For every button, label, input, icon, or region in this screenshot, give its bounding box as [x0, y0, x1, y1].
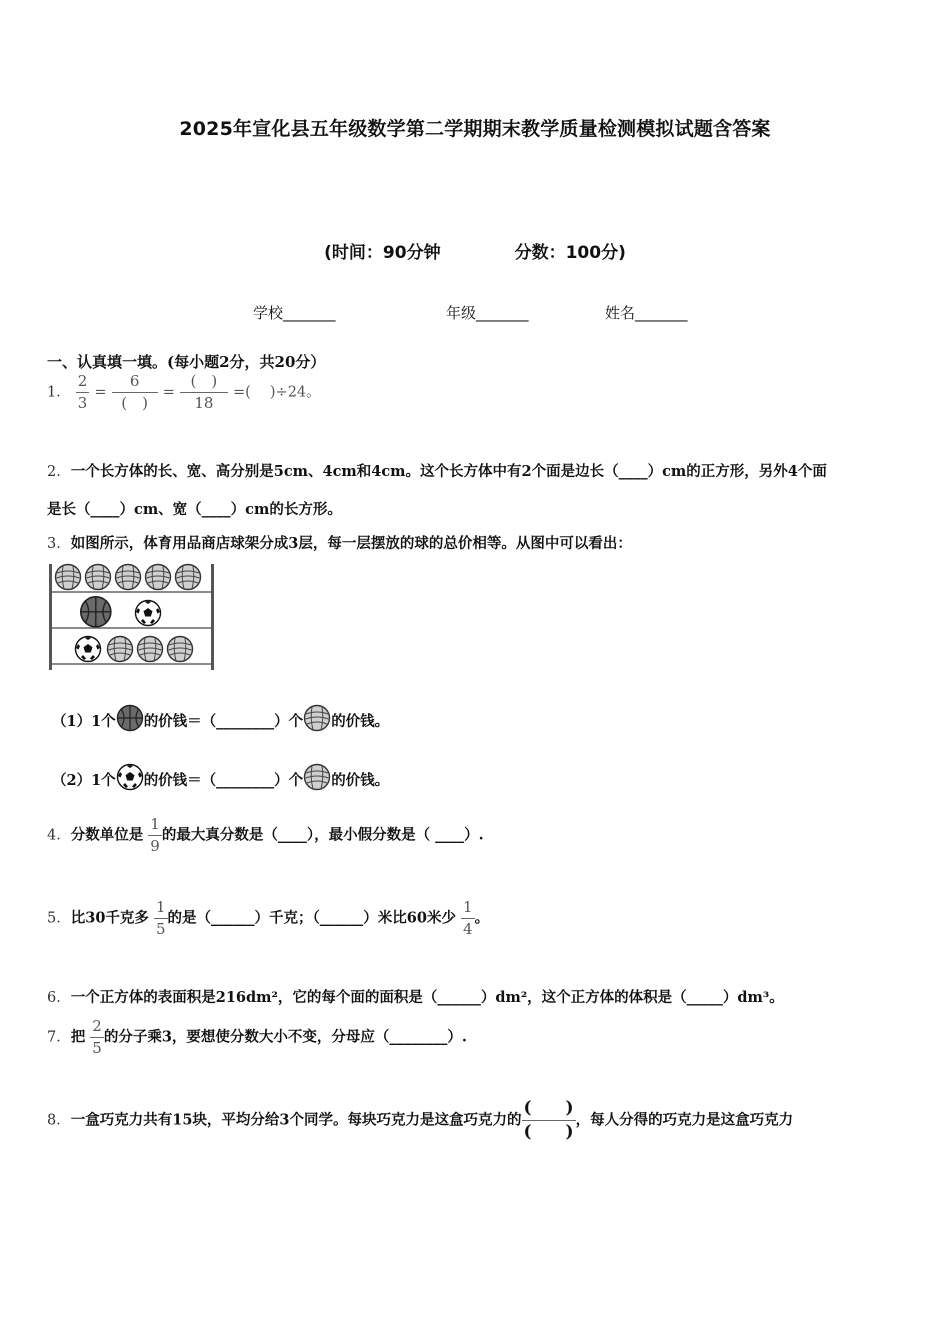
fraction-1-4: [461, 900, 475, 937]
question-8: [47, 1100, 793, 1141]
question-6: [47, 986, 784, 1007]
equals-sign: =: [162, 384, 175, 401]
school-field[interactable]: 学校_______: [253, 304, 336, 322]
fraction-1-9: [148, 817, 162, 854]
volleyball-icon: [303, 704, 331, 732]
numerator: 1: [150, 815, 160, 833]
question-3-part-1: [52, 704, 389, 736]
equals-sign: =: [94, 384, 107, 401]
question-number: 2．: [47, 464, 71, 480]
answer-blank[interactable]: 的价钱＝（________）个: [143, 713, 304, 730]
volleyball-icon: [138, 637, 163, 662]
question-number: 1．: [47, 384, 71, 401]
question-text: 一盒巧克力共有15块，平均分给3个同学。每块巧克力是这盒巧克力的: [70, 1111, 522, 1129]
volleyball-icon: [168, 637, 193, 662]
volleyball-icon: [108, 637, 133, 662]
volleyball-icon: [146, 565, 171, 590]
denominator-blank[interactable]: ( ): [112, 392, 158, 411]
question-number: 4．: [47, 827, 71, 844]
fraction-6-blank: [112, 374, 158, 411]
question-2-line1: [47, 460, 827, 481]
question-1: [47, 374, 321, 411]
basketball-icon: [81, 597, 111, 627]
numerator: 2: [92, 1017, 102, 1035]
denominator-blank[interactable]: ( ): [523, 1122, 574, 1142]
denominator: 4: [463, 920, 473, 938]
part-label: （1）1个: [52, 713, 116, 730]
question-text[interactable]: 的最大真分数是（____），最小假分数是（ ____）.: [161, 826, 484, 844]
answer-blank[interactable]: 的价钱＝（________）个: [143, 772, 304, 789]
question-4: [47, 817, 484, 854]
volleyball-icon: [56, 565, 81, 590]
rack-left-post: [49, 564, 52, 670]
question-number: 3．: [47, 536, 71, 552]
volleyball-icon: [86, 565, 111, 590]
denominator: 5: [155, 920, 166, 938]
part-label: （2）1个: [52, 772, 116, 789]
question-number: 8．: [47, 1112, 71, 1129]
question-text: 比30千克多: [70, 909, 149, 927]
question-7: [47, 1019, 467, 1056]
denominator: 5: [92, 1039, 102, 1057]
fraction-blank-18: [180, 374, 228, 411]
question-text: 如图所示，体育用品商店球架分成3层，每一层摆放的球的总价相等。从图中可以看出：: [70, 535, 632, 552]
question-3: [47, 532, 632, 553]
soccer-ball-icon: [76, 637, 101, 662]
numerator: 1: [463, 898, 473, 916]
numerator: 6: [129, 372, 140, 390]
period: 。: [306, 384, 321, 401]
part-tail: 的价钱。: [331, 772, 390, 789]
question-number: 7．: [47, 1029, 71, 1046]
question-number: 6．: [47, 990, 71, 1006]
question-text: 一个长方体的长、宽、高分别是5cm、4cm和4cm。这个长方体中有2个面是边长（____）cm的正方形，另外4个面: [70, 463, 827, 480]
soccer-ball-icon: [116, 763, 144, 791]
rack-right-post: [211, 564, 214, 670]
question-text[interactable]: 一个正方体的表面积是216dm²，它的每个面的面积是（______）dm²，这个正方体的体积是（_____）dm³。: [70, 989, 784, 1006]
question-text[interactable]: 的是（______）千克；（______）米比60米少: [167, 909, 456, 927]
numerator-blank[interactable]: ( ): [523, 1098, 574, 1118]
question-text: 把: [70, 1028, 86, 1046]
volleyball-icon: [116, 565, 141, 590]
question-2-line2: 是长（____）cm、宽（____）cm的长方形。: [47, 501, 342, 518]
question-text[interactable]: 的分子乘3，要想使分数大小不变，分母应（________）.: [103, 1028, 467, 1046]
denominator: 18: [180, 392, 228, 411]
fraction-2-3: [76, 374, 90, 411]
question-text: 分数单位是: [70, 826, 144, 844]
exam-time: (时间：90分钟: [324, 243, 441, 263]
division-blank[interactable]: =( )÷24: [232, 384, 307, 401]
question-5: [47, 900, 489, 937]
question-number: 5．: [47, 910, 71, 927]
numerator: 2: [77, 372, 88, 390]
part-tail: 的价钱。: [331, 713, 390, 730]
exam-score: 分数：100分): [514, 243, 626, 263]
ball-rack-figure: [46, 560, 218, 674]
denominator: 9: [150, 837, 160, 855]
fraction-blank[interactable]: [522, 1100, 576, 1141]
question-text: ，每人分得的巧克力是这盒巧克力: [575, 1111, 794, 1129]
numerator: 1: [155, 898, 166, 916]
page-title: 2025年宣化县五年级数学第二学期期末教学质量检测模拟试题含答案: [179, 118, 771, 140]
period: 。: [474, 909, 490, 927]
volleyball-icon: [176, 565, 201, 590]
grade-field[interactable]: 年级_______: [446, 304, 529, 322]
fraction-2-5: [90, 1019, 104, 1056]
soccer-ball-icon: [136, 601, 161, 626]
question-3-part-2: [52, 763, 389, 795]
volleyball-icon: [303, 763, 331, 791]
name-field[interactable]: 姓名_______: [605, 304, 688, 322]
basketball-icon: [116, 704, 144, 732]
denominator: 3: [77, 394, 88, 412]
exam-meta: [0, 238, 950, 263]
numerator-blank[interactable]: ( ): [190, 372, 218, 390]
section-heading: 一、认真填一填。(每小题2分，共20分）: [47, 353, 326, 371]
fraction-1-5: [154, 900, 168, 937]
